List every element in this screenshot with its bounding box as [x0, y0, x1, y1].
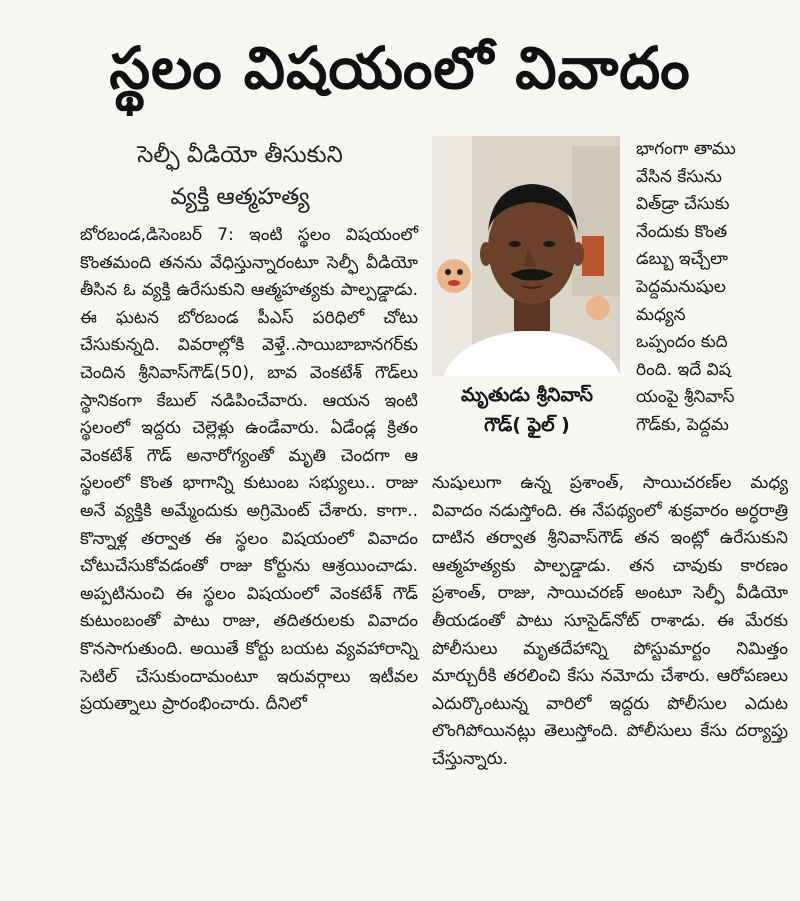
body-right-line: మధ్యన [636, 304, 686, 325]
subheadline-1: సెల్ఫీ వీడియో తీసుకుని [137, 142, 343, 168]
headline: స్థలం విషయంలో వివాదం [109, 34, 691, 102]
body-right-line: పెద్దమనుషుల [636, 276, 726, 297]
body-right-line: డబ్బు ఇచ్చేలా [636, 249, 728, 270]
body-right-line: నేందుకు కొంత [636, 221, 728, 242]
body-right-line: గౌడ్‌కు, పెద్దమ [636, 414, 729, 435]
body-bottom-text: నుషులుగా ఉన్న ప్రశాంత్, సాయిచరణ్‌ల మధ్య వివాదం నడుస్తోంది. ఈ నేపథ్యంలో శుక్రవారం అర్ధరాత్రి దాటిన తర్వాత శ్రీనివాస్‌గౌడ్ తన ఇంట్లో ఉరేసుకుని ఆత్మహత్యకు పాల్పడ్డాడు. తన చావుకు కారణం ప్రశాంత్, రాజు, సాయిచరణ్ అంటూ సెల్ఫీ వీడియో తీయడంతో పాటు సూసైడ్‌నోట్ రాశాడు. ఈ మేరకు పోలీసులు మృతదేహాన్ని పోస్టుమార్టం నిమిత్తం మార్చురీకి తరలించి కేసు నమోదు చేశారు. ఆరోపణలు ఎదుర్కొంటున్న వారిలో ఇద్దరు పోలీసుల ఎదుట లొంగిపోయినట్లు తెలుస్తోంది. పోలీసులు కేసు దర్యాప్తు చేస్తున్నారు. [432, 473, 788, 769]
article-body-bottom [432, 470, 788, 774]
portrait-photo [432, 136, 620, 376]
body-right-line: ఒప్పందం కుది [636, 332, 728, 353]
subheadline-2: వ్యక్తి ఆత్మహత్య [170, 184, 310, 210]
body-right-line: రింది. ఇదే విష [636, 359, 731, 380]
article-body-right [636, 136, 786, 440]
body-right-line: వేసిన కేసును [636, 166, 722, 187]
photo-caption-line-2: గౌడ్( ఫైల్ ) [484, 414, 570, 436]
body-right-line: విత్‌డ్రా చేసుకు [636, 194, 730, 215]
body-right-line: భాగంగా తాము [636, 139, 736, 159]
photo-caption-line-1: మృతుడు శ్రీనివాస్ [460, 384, 593, 406]
portrait-illustration [432, 136, 620, 376]
body-right-line: యంపై శ్రీనివాస్ [636, 387, 735, 408]
body-left-text: బోరబండ,డిసెంబర్ 7: ఇంటి స్థలం విషయంలో కొంతమంది తనను వేధిస్తున్నారంటూ సెల్ఫీ వీడియో తీసిన ఓ వ్యక్తి ఉరేసుకుని ఆత్మహత్యకు పాల్పడ్డాడు. ఈ ఘటన బోరబండ పీఎస్ పరిధిలో చోటు చేసుకున్నది. వివరాల్లోకి వెళ్తే..సాయిబాబానగర్‌కు చెందిన శ్రీనివాస్‌గౌడ్(50), బావ వెంకటేశ్ గౌడ్‌లు స్థానికంగా కేబుల్ నడిపించేవారు. ఆయన ఇంటి స్థలంలో ఇద్దరు చెల్లెళ్లు ఉండేవారు. ఏడేండ్ల క్రితం వెంకటేశ్ గౌడ్ అనారోగ్యంతో మృతి చెందగా ఆ స్థలంలో కొంత భాగాన్ని కుటుంబ సభ్యులు.. రాజు అనే వ్యక్తికి అమ్మేందుకు అగ్రిమెంట్ చేశారు. కాగా.. కొన్నాళ్ల తర్వాత ఈ స్థలం విషయంలో వివాదం చోటుచేసుకోవడంతో రాజు కోర్టును ఆశ్రయించాడు. అప్పటినుంచి ఈ స్థలం విషయంలో వెంకటేశ్ గౌడ్ కుటుంబంతో పాటు రాజు, తదితరులకు వివాదం కొనసాగుతుంది. అయితే కోర్టు బయట వ్యవహారాన్ని సెటిల్ చేసుకుందామంటూ ఇరువర్గాలు ఇటీవల ప్రయత్నాలు ప్రారంభించారు. దీనిలో [80, 225, 418, 715]
article-body-left [80, 222, 418, 719]
